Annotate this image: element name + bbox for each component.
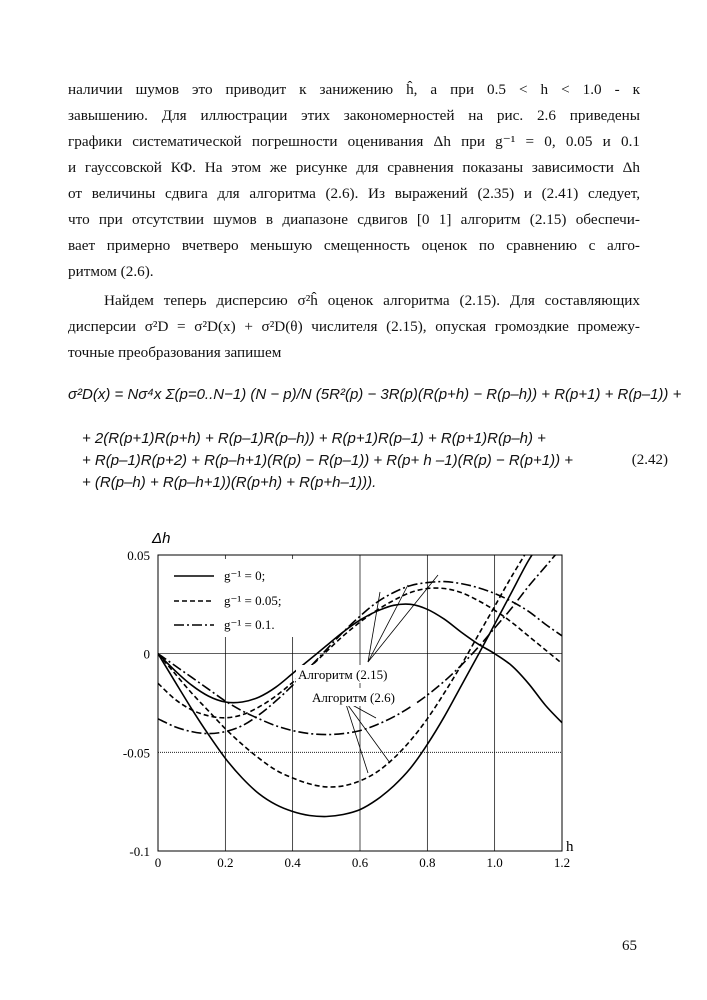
equation-line: + R(p–1)R(p+2) + R(p–h+1)(R(p) − R(p–1)) + R(p+ h –1)(R(p) − R(p+1)) + — [82, 452, 574, 469]
y-tick-label: -0.05 — [122, 745, 150, 761]
annotation-algorithm-2-6: Алгоритм (2.6) — [312, 690, 395, 705]
equation-line: σ²D(x) = Nσ⁴x Σ(p=0..N−1) (N − p)/N (5R²(p) − 3R(p)(R(p+h) − R(p–h)) + R(p+1) + R(p–1)) + — [68, 386, 682, 403]
paragraph-1 — [68, 77, 640, 285]
x-tick-label: 1.2 — [553, 855, 571, 870]
equation-2-42 — [68, 380, 682, 500]
x-tick-label: 0.8 — [419, 855, 436, 870]
x-tick-label: 0 — [154, 855, 162, 870]
text-line: наличии шумов это приводит к занижению ĥ, а при 0.5 < h < 1.0 - к — [68, 81, 640, 98]
text-line: завышению. Для иллюстрации этих закономерностей на рис. 2.6 приведены — [68, 107, 640, 124]
x-axis-label: h — [566, 839, 574, 855]
text-line: и гауссовской КФ. На этом же рисунке для сравнения показаны зависимости Δh — [68, 159, 640, 176]
x-tick-label: 0.2 — [217, 855, 234, 870]
y-tick-label: -0.1 — [129, 844, 150, 859]
y-tick-label: 0 — [143, 646, 150, 662]
text-line: от величины сдвига для алгоритма (2.6). Из выражений (2.35) и (2.41) следует, — [68, 185, 640, 202]
x-tick-label: 1.0 — [486, 855, 503, 870]
legend-label: g⁻¹ = 0.05; — [224, 593, 282, 608]
legend-label: g⁻¹ = 0; — [224, 568, 266, 583]
y-tick-label: 0.05 — [127, 548, 150, 563]
x-tick-label: 0.4 — [284, 855, 301, 870]
bias-chart — [100, 525, 590, 875]
equation-number: (2.42) — [631, 452, 668, 468]
text-line: ритмом (2.6). — [68, 263, 154, 280]
legend-label: g⁻¹ = 0.1. — [224, 617, 275, 632]
equation-line: + (R(p–h) + R(p–h+1))(R(p+h) + R(p+h–1))). — [82, 474, 377, 491]
text-line: вает примерно вчетверо меньшую смещенность оценок по сравнению с алго- — [68, 237, 640, 254]
text-line: графики систематической погрешности оценивания Δh при g⁻¹ = 0, 0.05 и 0.1 — [68, 133, 640, 150]
page-number: 65 — [622, 938, 637, 954]
text-line: что при отсутствии шумов в диапазоне сдвигов [0 1] алгоритм (2.15) обеспечи- — [68, 211, 640, 228]
paragraph-2 — [68, 288, 640, 366]
text-line: дисперсии σ²D = σ²D(x) + σ²D(θ) числителя (2.15), опуская громоздкие промежу- — [68, 318, 640, 335]
equation-line: + 2(R(p+1)R(p+h) + R(p–1)R(p–h)) + R(p+1)R(p–1) + R(p+1)R(p–h) + — [82, 430, 546, 447]
text-line: Найдем теперь дисперсию σ²ĥ оценок алгоритма (2.15). Для составляющих — [104, 292, 640, 309]
text-line: точные преобразования запишем — [68, 344, 282, 361]
y-axis-label: Δh — [152, 530, 171, 547]
annotation-algorithm-2-15: Алгоритм (2.15) — [298, 667, 388, 682]
x-tick-label: 0.6 — [351, 855, 369, 870]
legend — [164, 559, 298, 637]
